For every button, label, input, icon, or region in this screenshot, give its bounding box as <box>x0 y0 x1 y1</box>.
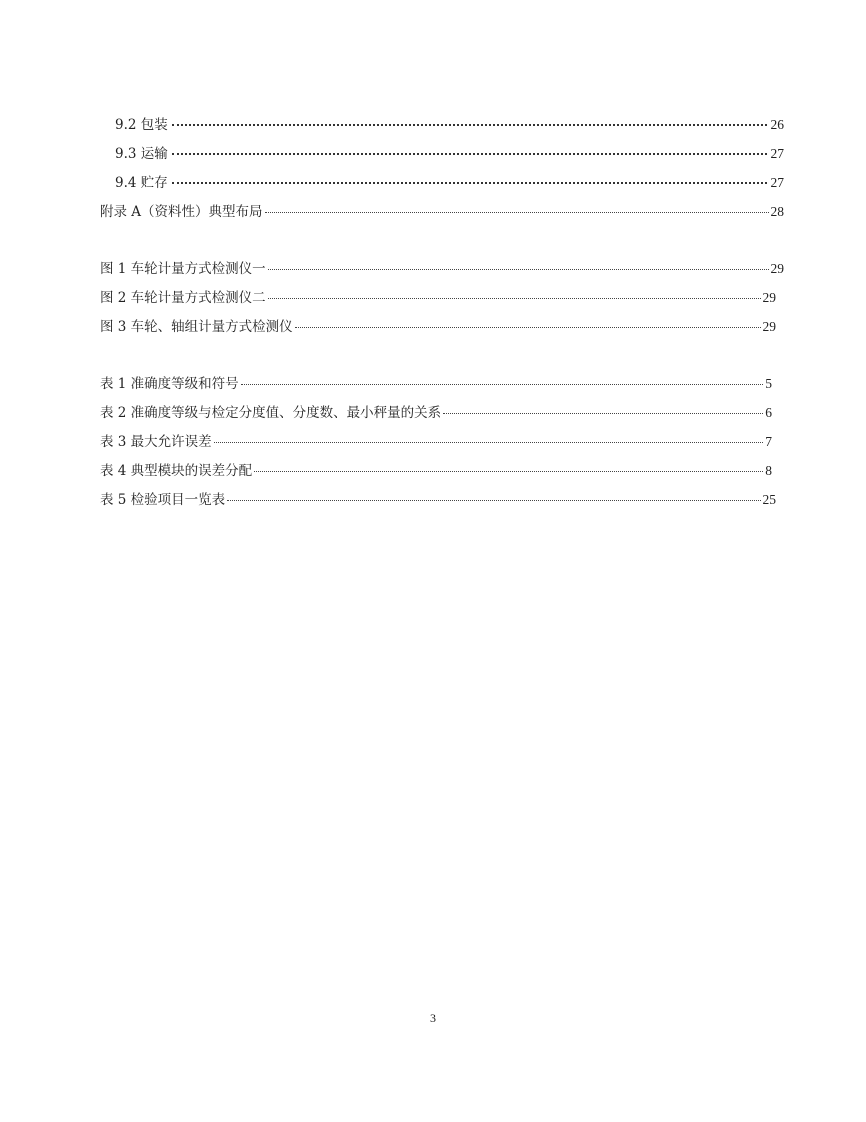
toc-entry-table-1[interactable] <box>100 374 784 403</box>
toc-entry-9-2[interactable] <box>100 115 784 144</box>
toc-entry-page: 5 <box>765 376 772 391</box>
toc-entry-page: 26 <box>770 117 784 132</box>
toc-entry-table-3[interactable] <box>100 432 784 461</box>
toc-entry-label: 表 2 准确度等级与检定分度值、分度数、最小秤量的关系 <box>100 405 442 421</box>
toc-entry-label: 9.3 运输 <box>115 146 168 162</box>
toc-entry-figure-2[interactable] <box>100 288 784 317</box>
dot-leader <box>227 500 760 501</box>
dot-leader <box>172 124 767 126</box>
toc-entry-page: 7 <box>765 434 772 449</box>
dot-leader <box>265 212 769 213</box>
toc-entry-page: 8 <box>765 463 772 478</box>
toc-entry-label: 9.2 包装 <box>115 117 168 133</box>
toc-entry-page: 27 <box>770 146 784 161</box>
toc-entry-label: 表 3 最大允许误差 <box>100 434 212 450</box>
dot-leader <box>172 182 767 184</box>
page-number: 3 <box>430 1011 436 1025</box>
toc-entry-9-4[interactable] <box>100 173 784 202</box>
toc-entry-label: 表 5 检验项目一览表 <box>100 492 226 508</box>
dot-leader <box>214 442 764 443</box>
toc-entry-table-5[interactable] <box>100 490 784 519</box>
dot-leader <box>268 298 761 299</box>
toc-entry-page: 27 <box>770 175 784 190</box>
dot-leader <box>254 471 763 472</box>
table-of-contents <box>100 115 784 519</box>
dot-leader <box>443 413 763 414</box>
toc-entry-page: 25 <box>762 492 776 507</box>
toc-entry-page: 29 <box>762 319 776 334</box>
toc-entry-page: 29 <box>762 290 776 305</box>
toc-entry-table-2[interactable] <box>100 403 784 432</box>
toc-entry-page: 6 <box>765 405 772 420</box>
toc-entry-9-3[interactable] <box>100 144 784 173</box>
toc-entry-appendix-a[interactable] <box>100 202 784 231</box>
toc-entry-table-4[interactable] <box>100 461 784 490</box>
toc-entry-page: 29 <box>770 261 784 276</box>
toc-entry-figure-3[interactable] <box>100 317 784 346</box>
section-spacer <box>100 346 784 374</box>
toc-entry-label: 9.4 贮存 <box>115 175 168 191</box>
toc-entry-label: 图 2 车轮计量方式检测仪二 <box>100 290 266 306</box>
toc-entry-label: 图 3 车轮、轴组计量方式检测仪 <box>100 319 293 335</box>
section-spacer <box>100 231 784 259</box>
dot-leader <box>268 269 769 270</box>
dot-leader <box>241 384 764 385</box>
dot-leader <box>172 153 767 155</box>
toc-entry-label: 附录 A（资料性）典型布局 <box>100 204 263 220</box>
dot-leader <box>295 327 761 328</box>
toc-entry-label: 图 1 车轮计量方式检测仪一 <box>100 261 266 277</box>
toc-entry-label: 表 1 准确度等级和符号 <box>100 376 239 392</box>
toc-entry-figure-1[interactable] <box>100 259 784 288</box>
toc-entry-page: 28 <box>770 204 784 219</box>
toc-entry-label: 表 4 典型模块的误差分配 <box>100 463 253 479</box>
